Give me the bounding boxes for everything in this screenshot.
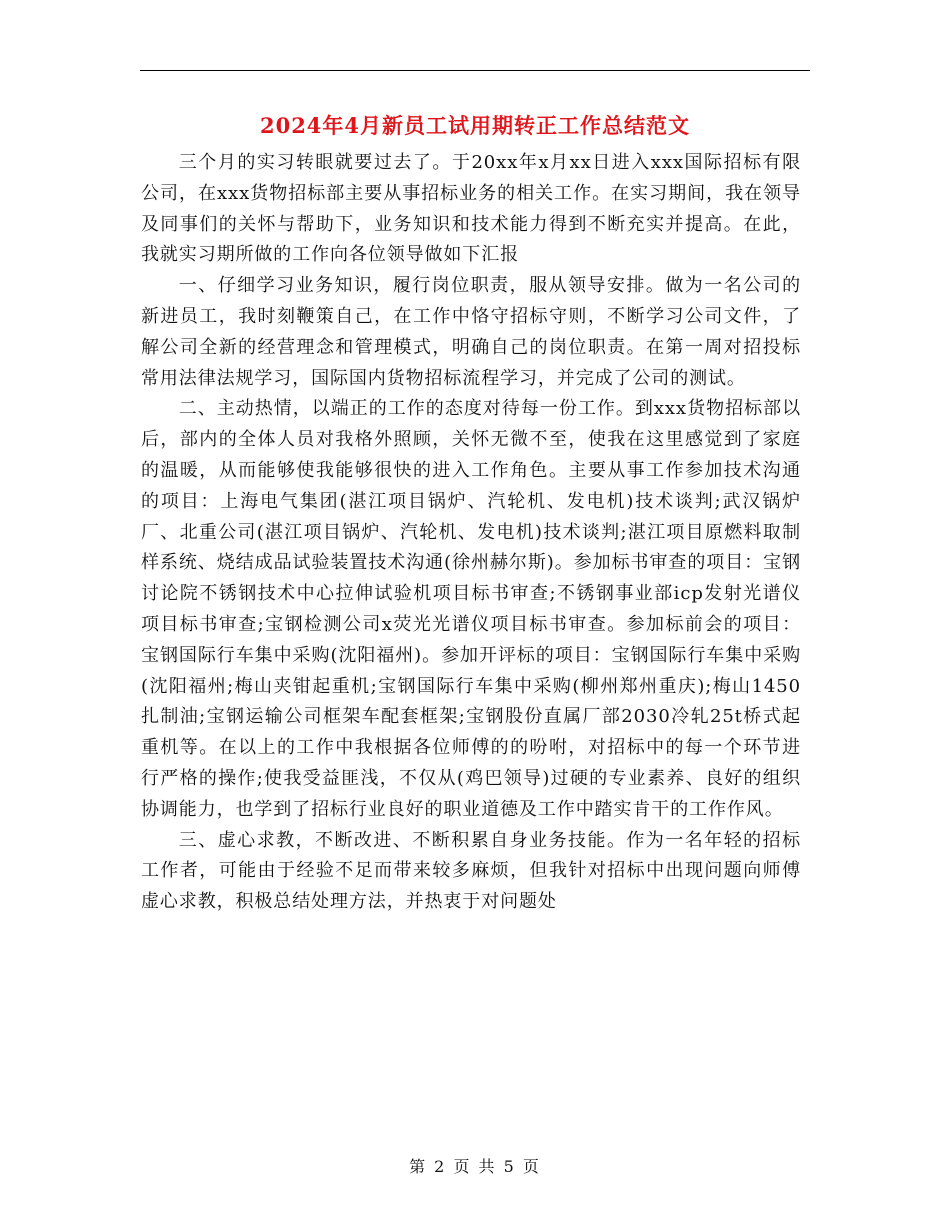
paragraph-section-2: 二、主动热情，以端正的工作的态度对待每一份工作。到xxx货物招标部以后，部内的全体人员对我格外照顾，关怀无微不至，使我在这里感觉到了家庭的温暖，从而能够使我能够很快的进入工作角色。主要从事工作参加技术沟通的项目：上海电气集团(湛江项目锅炉、汽轮机、发电机)技术谈判;武汉锅炉厂、北重公司(湛江项目锅炉、汽轮机、发电机)技术谈判;湛江项目原燃料取制样系统、烧结成品试验装置技术沟通(徐州赫尔斯)。参加标书审查的项目：宝钢讨论院不锈钢技术中心拉伸试验机项目标书审查;不锈钢事业部icp发射光谱仪项目标书审查;宝钢检测公司x荧光光谱仪项目标书审查。参加标前会的项目：宝钢国际行车集中采购(沈阳福州)。参加开评标的项目：宝钢国际行车集中采购(沈阳福州;梅山夹钳起重机;宝钢国际行车集中采购(柳州郑州重庆);梅山1450扎制油;宝钢运输公司框架车配套框架;宝钢股份直属厂部2030冷轧25t桥式起重机等。在以上的工作中我根据各位师傅的的吩咐，对招标中的每一个环节进行严格的操作;使我受益匪浅，不仅从(鸡巴领导)过硬的专业素养、良好的组织协调能力，也学到了招标行业良好的职业道德及工作中踏实肯干的工作作风。 xyxy=(141,398,801,820)
document-body xyxy=(141,148,801,918)
header-rule xyxy=(140,70,810,71)
paragraph-intro: 三个月的实习转眼就要过去了。于20xx年x月xx日进入xxx国际招标有限公司，在xxx货物招标部主要从事招标业务的相关工作。在实习期间，我在领导及同事们的关怀与帮助下，业务知识和技术能力得到不断充实并提高。在此，我就实习期所做的工作向各位领导做如下汇报 xyxy=(141,152,801,266)
paragraph-section-3: 三、虚心求教，不断改进、不断积累自身业务技能。作为一名年轻的招标工作者，可能由于经验不足而带来较多麻烦，但我针对招标中出现问题向师傅虚心求教，积极总结处理方法，并热衷于对问题处 xyxy=(141,829,801,913)
document-title: 2024年4月新员工试用期转正工作总结范文 xyxy=(259,113,691,138)
page-number-footer: 第 2 页 共 5 页 xyxy=(409,1157,541,1176)
paragraph-section-1: 一、仔细学习业务知识，履行岗位职责，服从领导安排。做为一名公司的新进员工，我时刻鞭策自己，在工作中恪守招标守则，不断学习公司文件，了解公司全新的经营理念和管理模式，明确自己的岗位职责。在第一周对招投标常用法律法规学习，国际国内货物招标流程学习，并完成了公司的测试。 xyxy=(141,275,801,389)
